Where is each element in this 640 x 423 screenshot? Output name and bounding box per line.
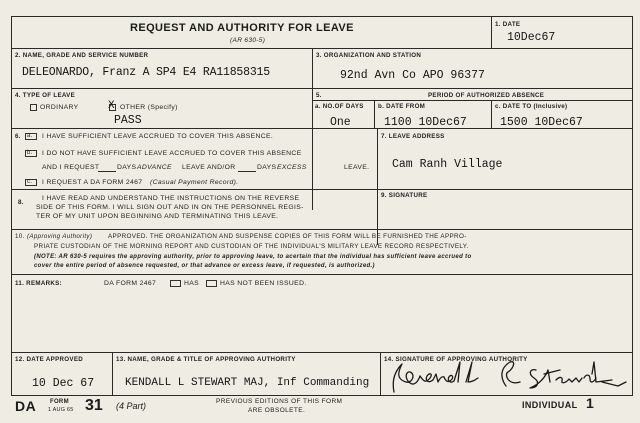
footer-date: 1 AUG 65 [48,407,74,413]
footer-copy-number: 1 [586,395,594,411]
form-regulation: (AR 630-5) [230,37,266,44]
approval-number: 10. [15,233,25,240]
date-label: 1. DATE [495,21,521,28]
has-label: HAS [184,280,200,287]
approving-signature-label: 14. SIGNATURE OF APPROVING AUTHORITY [384,356,528,363]
request-excess: EXCESS [277,164,307,171]
approval-line-2: PRIATE CUSTODIAN OF THE MORNING REPORT AND CUSTODIAN OF THE INDIVIDUAL'S MILITARY LEAVE RECORD RESPECTIVELY. [34,243,469,250]
organization-value: 92nd Avn Co APO 96377 [340,69,485,82]
name-label: 2. NAME, GRADE AND SERVICE NUMBER [15,52,149,59]
request-advance: ADVANCE [137,164,172,171]
name-value: DELEONARDO, Franz A SP4 E4 RA11858315 [22,66,270,79]
date-from-label: b. DATE FROM [378,103,426,110]
sufficient-leave-text: I HAVE SUFFICIENT LEAVE ACCRUED TO COVER THIS ABSENCE. [42,133,274,140]
footer-form: FORM [50,399,69,405]
has-checkbox [170,280,181,287]
footer-previous-editions: PREVIOUS EDITIONS OF THIS FORM [216,398,343,405]
request-days-1: DAYS [117,164,137,171]
insufficient-leave-text: I DO NOT HAVE SUFFICIENT LEAVE ACCRUED TO COVER THIS ABSENCE [42,150,302,157]
leave-form [11,16,633,396]
acknowledgement-line-3: TER OF MY UNIT UPON BEGINNING AND TERMINATING THIS LEAVE. [36,213,279,220]
days-value: One [330,116,351,129]
date-approved-label: 12. DATE APPROVED [15,356,84,363]
leave-address-value: Cam Ranh Village [392,158,503,171]
acknowledgement-line-2: SIDE OF THIS FORM. I WILL SIGN OUT AND IN ON THE PERSONNEL REGIS- [36,204,304,211]
casual-payment-note: (Casual Payment Record). [150,179,239,186]
footer-da: DA [15,398,37,414]
days-label: a. NO.OF DAYS [315,103,364,110]
period-heading: PERIOD OF AUTHORIZED ABSENCE [428,92,545,99]
acknowledgement-number: 8. [18,199,24,206]
request-and: AND I REQUEST [42,164,100,171]
signature-label: 9. SIGNATURE [381,192,428,199]
ordinary-label: ORDINARY [40,104,79,111]
approving-signature-image [380,352,632,396]
other-label: OTHER (Specify) [120,104,178,111]
footer-parts: (4 Part) [116,401,147,411]
other-value: PASS [114,114,142,127]
request-leave-end: LEAVE. [344,164,370,171]
casual-payment-box-letter: c. [27,179,33,185]
has-not-checkbox [206,280,217,287]
request-days-2: DAYS [257,164,277,171]
approval-note-2: cover the entire period of absence requested, or that advance or excess leave, if requested, is authorized.) [34,263,375,269]
insufficient-leave-box-letter: b. [27,150,33,156]
leave-address-label: 7. LEAVE ADDRESS [381,133,445,140]
organization-label: 3. ORGANIZATION AND STATION [316,52,422,59]
approval-line-1: APPROVED. THE ORGANIZATION AND SUSPENSE COPIES OF THIS FORM WILL BE FURNISHED THE APPRO- [108,233,467,240]
remarks-label: 11. REMARKS: [15,280,62,287]
date-to-value: 1500 10Dec67 [500,116,583,129]
ordinary-checkbox [30,104,37,111]
approving-name-value: KENDALL L STEWART MAJ, Inf Commanding [125,377,370,389]
request-leave-andor: LEAVE AND/OR [182,164,236,171]
date-value: 10Dec67 [507,31,556,44]
date-from-value: 1100 10Dec67 [384,116,467,129]
approving-name-label: 13. NAME, GRADE & TITLE OF APPROVING AUTHORITY [116,356,296,363]
period-number: 5. [316,92,322,99]
acknowledgement-line-1: I HAVE READ AND UNDERSTAND THE INSTRUCTIONS ON THE REVERSE [42,195,300,202]
approval-note-1: (NOTE: AR 630-5 requires the approving authority, prior to approving leave, to acertain that the individual has sufficient leave accrued to [34,254,472,260]
form-title: REQUEST AND AUTHORITY FOR LEAVE [130,22,354,34]
date-to-label: c. DATE TO (Inclusive) [495,103,568,110]
has-not-label: HAS NOT BEEN ISSUED. [220,280,307,287]
footer-form-number: 31 [85,397,103,414]
remarks-form: DA FORM 2467 [104,280,157,287]
casual-payment-text: I REQUEST A DA FORM 2467 [42,179,143,186]
approval-head: (Approving Authority) [27,233,93,240]
other-check-mark: X [108,100,115,112]
leave-status-number: 6. [15,133,21,140]
type-of-leave-label: 4. TYPE OF LEAVE [15,92,76,99]
footer-copy-label: INDIVIDUAL [522,400,578,410]
footer-obsolete: ARE OBSOLETE. [248,407,306,414]
sufficient-leave-box-letter: a. [27,133,33,139]
date-approved-value: 10 Dec 67 [32,377,95,390]
